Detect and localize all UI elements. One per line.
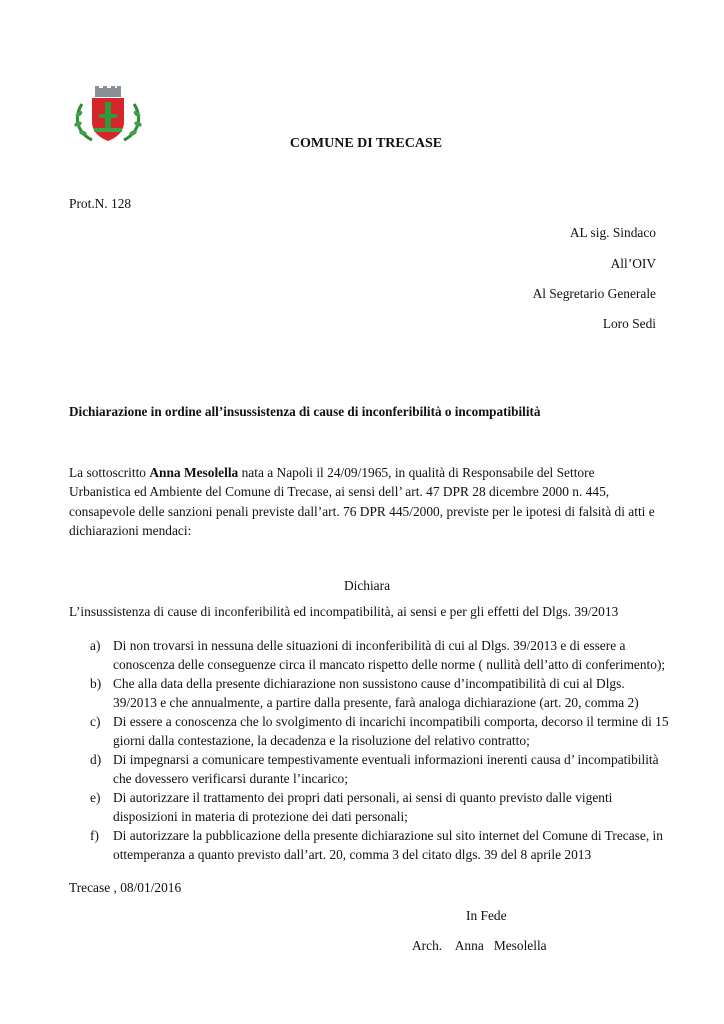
addressee-oiv: All’OIV — [610, 256, 656, 271]
list-item — [69, 636, 669, 674]
declares-heading: Dichiara — [343, 578, 391, 593]
list-item-text: Di autorizzare il trattamento dei propri dati personali, ai sensi di quanto previsto dalle vigenti disposizioni in materia di protezione dei dati personali; — [113, 790, 613, 824]
addressee-offices: Loro Sedi — [602, 316, 656, 331]
list-item-text: Che alla data della presente dichiarazione non sussistono cause d’incompatibilità di cui al Dlgs. 39/2013 e che annualmente, a partire dalla presente, farà analoga dichiarazione (art. 20, comma 2) — [113, 676, 639, 710]
list-item — [69, 712, 669, 750]
list-item-label: e) — [90, 790, 101, 805]
signature-line: Arch. Anna Mesolella — [412, 938, 547, 953]
list-item-text: Di non trovarsi in nessuna delle situazioni di inconferibilità di cui al Dlgs. 39/2013 e di essere a conoscenza delle conseguenze circa il mancato rispetto delle norme ( nullità dell’atto di conferimento); — [113, 638, 666, 672]
list-item-text: Di essere a conoscenza che lo svolgimento di incarichi incompatibili comporta, decorso il termine di 15 giorni dalla contestazione, la decadenza e la risoluzione del relativo contratto; — [113, 714, 669, 748]
list-item — [69, 674, 669, 712]
declaration-list — [69, 636, 669, 864]
page-title: COMUNE DI TRECASE — [289, 136, 443, 151]
list-item — [69, 750, 669, 788]
list-item — [69, 788, 669, 826]
place-date: Trecase , 08/01/2016 — [69, 880, 182, 895]
list-item-text: Di autorizzare la pubblicazione della presente dichiarazione sul sito internet del Comune di Trecase, in ottemperanza a quanto previsto dall’art. 20, comma 3 del citato dlgs. 39 del 8 aprile 2013 — [113, 828, 663, 862]
protocol-number: Prot.N. 128 — [69, 196, 132, 211]
list-item-label: d) — [90, 752, 102, 767]
list-item-label: c) — [90, 714, 101, 729]
closing-formula: In Fede — [466, 908, 507, 923]
insussistenza-statement: L’insussistenza di cause di inconferibilità ed incompatibilità, ai sensi e per gli effetti del Dlgs. 39/2013 — [69, 604, 619, 619]
list-item-label: b) — [90, 676, 102, 691]
declarant-name: Anna Mesolella — [149, 465, 239, 480]
addressee-mayor: AL sig. Sindaco — [569, 225, 656, 240]
addressee-secretary: Al Segretario Generale — [532, 286, 656, 301]
list-item-label: f) — [90, 828, 99, 843]
document-subject: Dichiarazione in ordine all’insussistenza di cause di inconferibilità o incompatibilità — [69, 404, 541, 419]
intro-rest: nata a Napoli il 24/09/1965, in qualità di Responsabile del Settore Urbanistica ed Ambiente del Comune di Trecase, ai sensi dell’ art. 47 DPR 28 dicembre 2000 n. 445, consapevole delle sanzioni penali previste dall’art. 76 DPR 445/2000, previste per le ipotesi di falsità di atti e dichiarazioni mendaci: — [69, 465, 655, 538]
intro-paragraph — [69, 463, 657, 540]
intro-lead: La sottoscritto — [69, 465, 150, 480]
list-item-label: a) — [90, 638, 101, 653]
list-item-text: Di impegnarsi a comunicare tempestivamente eventuali informazioni inerenti causa d’ incompatibilità che dovessero verificarsi durante l’incarico; — [113, 752, 659, 786]
list-item — [69, 826, 669, 864]
